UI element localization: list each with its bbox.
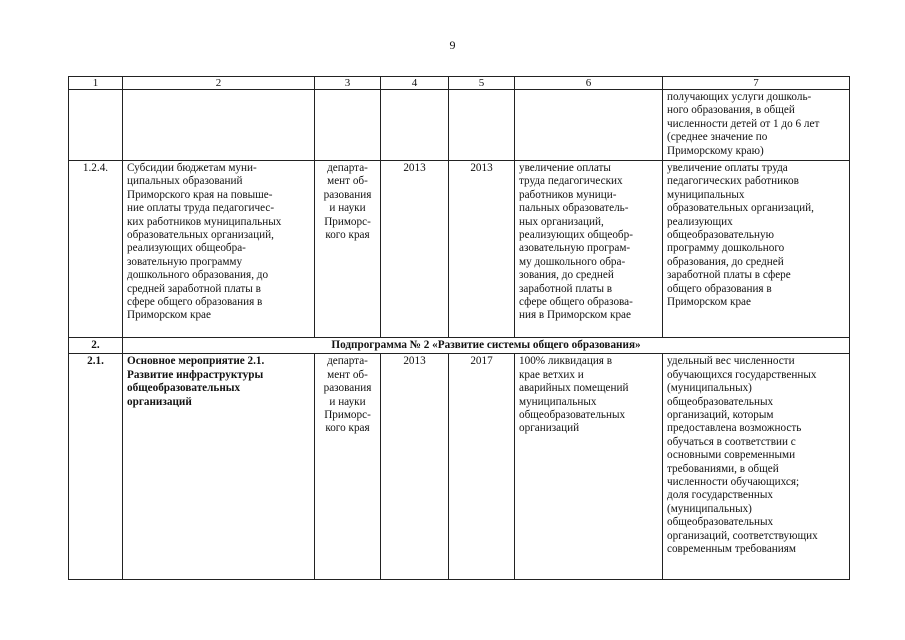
text-line: муниципальных [519,395,597,408]
table-row [69,338,850,354]
text-line: кого края [325,422,370,435]
text-line: ного образования, в общей [667,104,795,117]
text-line: зования, до средней [519,269,614,282]
text-line: кого края [325,229,370,242]
executor [315,354,381,580]
header-cell: 6 [515,77,663,90]
text-line: и науки [329,202,366,215]
text-line: разования [323,188,372,201]
text-line: мент об- [327,368,368,381]
text-line: общеобразовательных [667,516,774,529]
end-year: 2017 [449,354,515,580]
text-line: программу дошкольного [667,242,785,255]
table-row [69,90,850,161]
text-line: 100% ликвидация в [519,355,613,368]
table-header-row [69,77,850,90]
indicator-cell [663,354,850,580]
text-line: образования, до средней [667,255,784,268]
text-line: реализующих [667,215,733,228]
text-line: численности обучающихся; [667,476,800,489]
cell-empty [123,90,315,161]
subprogram-title: Подпрограмма № 2 «Развитие системы общего образования» [123,338,850,354]
text-line: основными современными [667,449,796,462]
cell-empty [69,90,123,161]
text-line: заработной платы в [519,282,613,295]
text-line: труда педагогических [519,175,623,188]
text-line: Субсидии бюджетам муни- [127,162,257,174]
text-line: увеличение оплаты труда [667,162,788,174]
header-cell: 2 [123,77,315,90]
header-cell: 4 [381,77,449,90]
text-line: департа- [327,355,368,368]
text-line: удельный вес численности [667,355,795,368]
activity-name [123,354,315,580]
text-line: ципальных образований [127,175,243,188]
text-line: предоставлена возможность [667,422,802,435]
text-line: общеобразовательных [667,395,774,408]
cell-empty [449,90,515,161]
text-line: ние оплаты труда педагогичес- [127,202,275,215]
text-line: организаций [127,395,192,408]
text-line: (муниципальных) [667,502,752,515]
text-line: общеобразовательную [667,229,774,242]
text-line: работников муници- [519,188,617,201]
text-line: сфере общего образова- [519,296,633,309]
text-line: сфере общего образования в [127,296,263,309]
text-line: обучаться в соответствии с [667,435,796,448]
start-year: 2013 [381,354,449,580]
header-cell: 3 [315,77,381,90]
text-line: муниципальных [667,188,745,201]
table-row [69,161,850,338]
header-cell: 7 [663,77,850,90]
program-table [68,76,850,580]
text-line: численности детей от 1 до 6 лет [667,117,820,130]
text-line: средней заработной платы в [127,282,261,295]
text-line: разования [323,382,372,395]
text-line: и науки [329,395,366,408]
text-line: ния в Приморском крае [519,309,631,322]
row-number: 2. [69,338,123,354]
text-line: азовательную програм- [519,242,631,255]
text-line: пальных образователь- [519,202,629,215]
text-line: Приморском крае [667,296,751,309]
text-line: зовательную программу [127,255,243,268]
row-number: 2.1. [69,354,123,580]
text-line: образовательных организаций, [667,202,814,215]
text-line: обучающихся государственных [667,368,817,381]
text-line: крае ветхих и [519,368,584,381]
expected-result [515,354,663,580]
text-line: (муниципальных) [667,382,752,395]
text-line: общеобразовательных [519,409,626,422]
text-line: заработной платы в сфере [667,269,791,282]
indicator-cell [663,90,850,161]
header-cell: 5 [449,77,515,90]
text-line: Приморскому краю) [667,144,764,157]
expected-result [515,161,663,338]
text-line: увеличение оплаты [519,162,611,174]
text-line: Основное мероприятие 2.1. [127,355,265,368]
text-line: организаций, соответствующих [667,529,818,542]
start-year: 2013 [381,161,449,338]
text-line: доля государственных [667,489,773,502]
text-line: ных организаций, [519,215,604,228]
table-row [69,354,850,580]
cell-empty [515,90,663,161]
text-line: Приморском крае [127,309,211,322]
text-line: ких работников муниципальных [127,215,282,228]
text-line: образовательных организаций, [127,229,274,242]
text-line: требованиями, в общей [667,462,779,475]
text-line: дошкольного образования, до [127,269,269,282]
text-line: му дошкольного обра- [519,255,626,268]
text-line: мент об- [327,175,368,188]
executor [315,161,381,338]
header-cell: 1 [69,77,123,90]
text-line: Приморс- [324,215,371,228]
text-line: общеобразовательных [127,382,241,395]
row-number: 1.2.4. [69,161,123,338]
text-line: общего образования в [667,282,772,295]
end-year: 2013 [449,161,515,338]
cell-empty [315,90,381,161]
text-line: реализующих общеобр- [519,229,633,242]
indicator-cell [663,161,850,338]
text-line: получающих услуги дошколь- [667,91,812,103]
text-line: организаций, которым [667,409,774,422]
text-line: Развитие инфраструктуры [127,368,264,381]
text-line: аварийных помещений [519,382,629,395]
text-line: Приморс- [324,409,371,422]
cell-empty [381,90,449,161]
text-line: (среднее значение по [667,131,768,144]
page-number: 9 [449,38,456,52]
text-line: педагогических работников [667,175,799,188]
text-line: департа- [327,162,368,174]
text-line: реализующих общеобра- [127,242,246,255]
activity-name [123,161,315,338]
text-line: Приморского края на повыше- [127,188,273,201]
text-line: организаций [519,422,580,435]
text-line: современным требованиям [667,543,796,556]
